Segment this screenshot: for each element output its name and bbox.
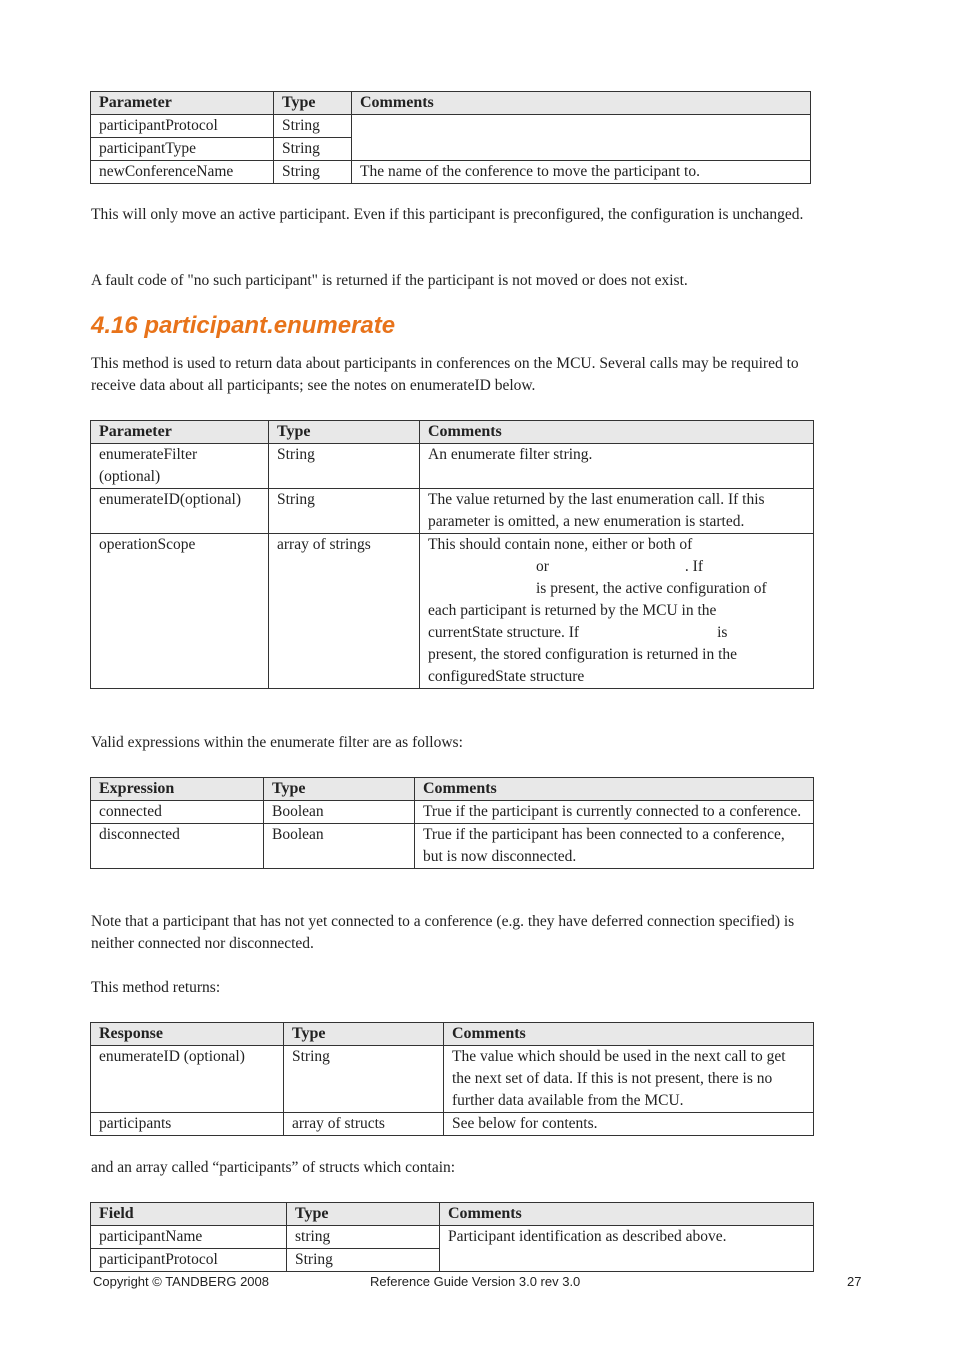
col-header: Expression	[91, 778, 264, 801]
filter-expressions-table	[90, 777, 814, 869]
footer-copyright: Copyright © TANDBERG 2008	[93, 1274, 270, 1289]
cell: participantProtocol	[91, 115, 274, 138]
cell: Boolean	[264, 801, 415, 824]
cell-operation-scope	[420, 534, 814, 689]
cell: enumerateFilter (optional)	[91, 444, 269, 489]
col-header: Comments	[352, 92, 811, 115]
parameters-table-move	[90, 91, 811, 184]
cell: enumerateID(optional)	[91, 489, 269, 534]
cell: disconnected	[91, 824, 264, 869]
parameters-table-enumerate	[90, 420, 814, 689]
scope-line: each participant is returned by the MCU in the	[428, 602, 717, 619]
table-header-row	[91, 1203, 814, 1226]
cell: See below for contents.	[444, 1113, 814, 1136]
scope-line: present, the stored configuration is returned in the	[428, 646, 738, 663]
col-header: Comments	[415, 778, 814, 801]
cell: enumerateID (optional)	[91, 1046, 284, 1113]
scope-line: configuredState structure	[428, 668, 585, 685]
cell: String	[274, 115, 352, 138]
col-header: Comments	[444, 1023, 814, 1046]
table-row	[91, 801, 814, 824]
paragraph-method-returns: This method returns:	[91, 979, 221, 996]
cell: String	[269, 489, 420, 534]
col-header: Parameter	[91, 92, 274, 115]
cell: participantType	[91, 138, 274, 161]
response-table	[90, 1022, 814, 1136]
table-row	[91, 115, 811, 138]
col-header: Type	[264, 778, 415, 801]
participants-struct-table	[90, 1202, 814, 1272]
cell: string	[287, 1226, 440, 1249]
paragraph-note-deferred: Note that a participant that has not yet connected to a conference (e.g. they have deferred connection specified) is neither connected nor disconnected.	[91, 913, 795, 952]
table-row	[91, 824, 814, 869]
cell: participantProtocol	[91, 1249, 287, 1272]
scope-line: currentState structure. If is	[428, 624, 728, 641]
cell: participants	[91, 1113, 284, 1136]
cell: An enumerate filter string.	[420, 444, 814, 489]
scope-or: or	[536, 558, 549, 575]
table-header-row	[91, 92, 811, 115]
cell: The value returned by the last enumeration call. If this parameter is omitted, a new enumeration is started.	[420, 489, 814, 534]
cell: Participant identification as described above.	[440, 1226, 814, 1272]
cell: String	[274, 138, 352, 161]
cell: String	[269, 444, 420, 489]
paragraph-method-description: This method is used to return data about participants in conferences on the MCU. Several calls may be required to receive data about all participants; see the notes on enumerateID below.	[91, 355, 799, 394]
cell: The value which should be used in the next call to get the next set of data. If this is not present, there is no further data available from the MCU.	[444, 1046, 814, 1113]
footer-page-number: 27	[847, 1274, 862, 1289]
table-row	[91, 1046, 814, 1113]
cell: Boolean	[264, 824, 415, 869]
cell: array of strings	[269, 534, 420, 689]
scope-if: . If	[684, 558, 703, 575]
scope-line: This should contain none, either or both of	[428, 536, 693, 553]
table-header-row	[91, 1023, 814, 1046]
table-row	[91, 161, 811, 184]
cell: array of structs	[284, 1113, 444, 1136]
cell: True if the participant has been connected to a conference, but is now disconnected.	[415, 824, 814, 869]
table-row	[91, 489, 814, 534]
section-heading: 4.16 participant.enumerate	[91, 312, 396, 339]
paragraph-active-participant: This will only move an active participant. Even if this participant is preconfigured, the configuration is unchanged.	[91, 206, 804, 223]
table-row	[91, 444, 814, 489]
col-header: Comments	[440, 1203, 814, 1226]
col-header: Type	[269, 421, 420, 444]
scope-line	[428, 556, 805, 578]
col-header: Type	[274, 92, 352, 115]
col-header: Response	[91, 1023, 284, 1046]
col-header: Type	[284, 1023, 444, 1046]
table-row	[91, 1113, 814, 1136]
scope-line: is present, the active configuration of	[536, 580, 767, 597]
table-header-row	[91, 421, 814, 444]
cell: connected	[91, 801, 264, 824]
cell: participantName	[91, 1226, 287, 1249]
cell: String	[274, 161, 352, 184]
paragraph-valid-expressions: Valid expressions within the enumerate filter are as follows:	[91, 734, 463, 751]
cell: True if the participant is currently connected to a conference.	[415, 801, 814, 824]
cell: String	[284, 1046, 444, 1113]
cell: operationScope	[91, 534, 269, 689]
table-row	[91, 534, 814, 689]
col-header: Field	[91, 1203, 287, 1226]
cell: String	[287, 1249, 440, 1272]
cell: newConferenceName	[91, 161, 274, 184]
footer-guide-version: Reference Guide Version 3.0 rev 3.0	[370, 1274, 581, 1289]
cell: The name of the conference to move the participant to.	[352, 161, 811, 184]
cell	[352, 115, 811, 161]
col-header: Comments	[420, 421, 814, 444]
table-row	[91, 1226, 814, 1249]
col-header: Type	[287, 1203, 440, 1226]
col-header: Parameter	[91, 421, 269, 444]
table-header-row	[91, 778, 814, 801]
paragraph-participants-array: and an array called “participants” of structs which contain:	[91, 1159, 456, 1176]
paragraph-fault-code: A fault code of "no such participant" is returned if the participant is not moved or does not exist.	[91, 272, 688, 289]
